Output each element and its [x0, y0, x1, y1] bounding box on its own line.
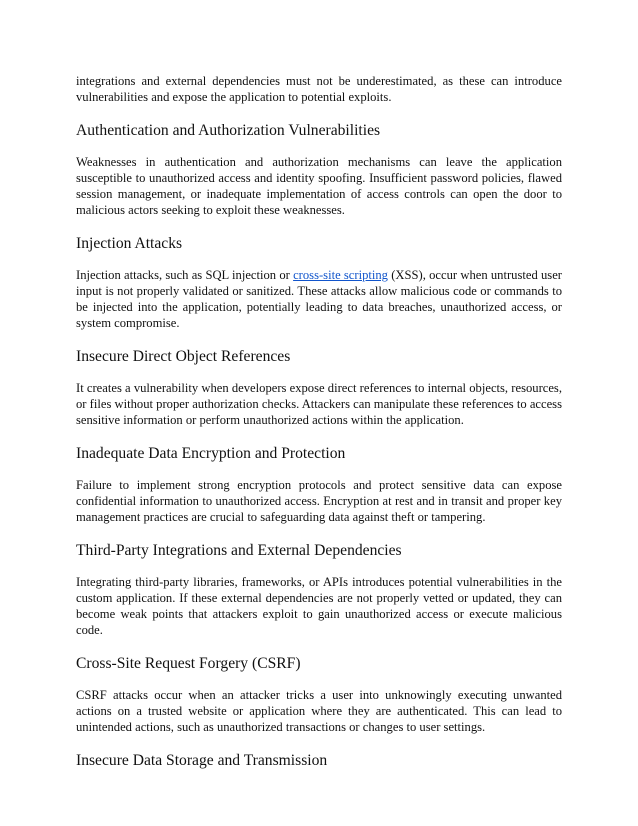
cross-site-scripting-link[interactable]: cross-site scripting	[293, 268, 388, 282]
paragraph-direct-object-references: It creates a vulnerability when developers expose direct references to internal objects, resources, or files without proper authorization checks. Attackers can manipulate these references to access sensitive information or perform unauthorized actions within the application.	[76, 381, 562, 427]
paragraph-authentication: Weaknesses in authentication and authorization mechanisms can leave the application susceptible to unauthorized access and identity spoofing. Insufficient password policies, flawed session management, or inadequate implementation of access controls can open the door to malicious actors seeking to exploit these weaknesses.	[76, 155, 562, 217]
intro-paragraph: integrations and external dependencies must not be underestimated, as these can introduce vulnerabilities and expose the application to potential exploits.	[76, 74, 562, 104]
paragraph-injection	[76, 267, 562, 331]
heading-injection: Injection Attacks	[76, 235, 183, 252]
injection-text-before: Injection attacks, such as SQL injection or	[76, 268, 294, 282]
heading-csrf: Cross-Site Request Forgery (CSRF)	[76, 655, 301, 672]
heading-direct-object-references: Insecure Direct Object References	[76, 348, 291, 365]
paragraph-csrf: CSRF attacks occur when an attacker tricks a user into unknowingly executing unwanted actions on a trusted website or application where they are authenticated. This can lead to unintended actions, such as unauthorized transactions or changes to user settings.	[76, 688, 562, 734]
heading-data-encryption: Inadequate Data Encryption and Protection	[76, 445, 346, 462]
heading-third-party: Third-Party Integrations and External Dependencies	[76, 542, 402, 559]
paragraph-data-encryption: Failure to implement strong encryption protocols and protect sensitive data can expose confidential information to unauthorized access. Encryption at rest and in transit and proper key management practices are crucial to safeguarding data against theft or tampering.	[76, 478, 562, 524]
heading-data-storage: Insecure Data Storage and Transmission	[76, 752, 328, 769]
injection-text-after: (XSS), occur when untrusted user input is not properly validated or sanitized. These attacks allow malicious code or commands to be injected into the application, potentially leading to data breaches, unauthorized access, or system compromise.	[76, 268, 562, 330]
paragraph-third-party: Integrating third-party libraries, frameworks, or APIs introduces potential vulnerabilities in the custom application. If these external dependencies are not properly vetted or updated, they can become weak points that attackers exploit to gain unauthorized access or execute malicious code.	[76, 575, 562, 637]
heading-authentication: Authentication and Authorization Vulnerabilities	[76, 122, 381, 139]
